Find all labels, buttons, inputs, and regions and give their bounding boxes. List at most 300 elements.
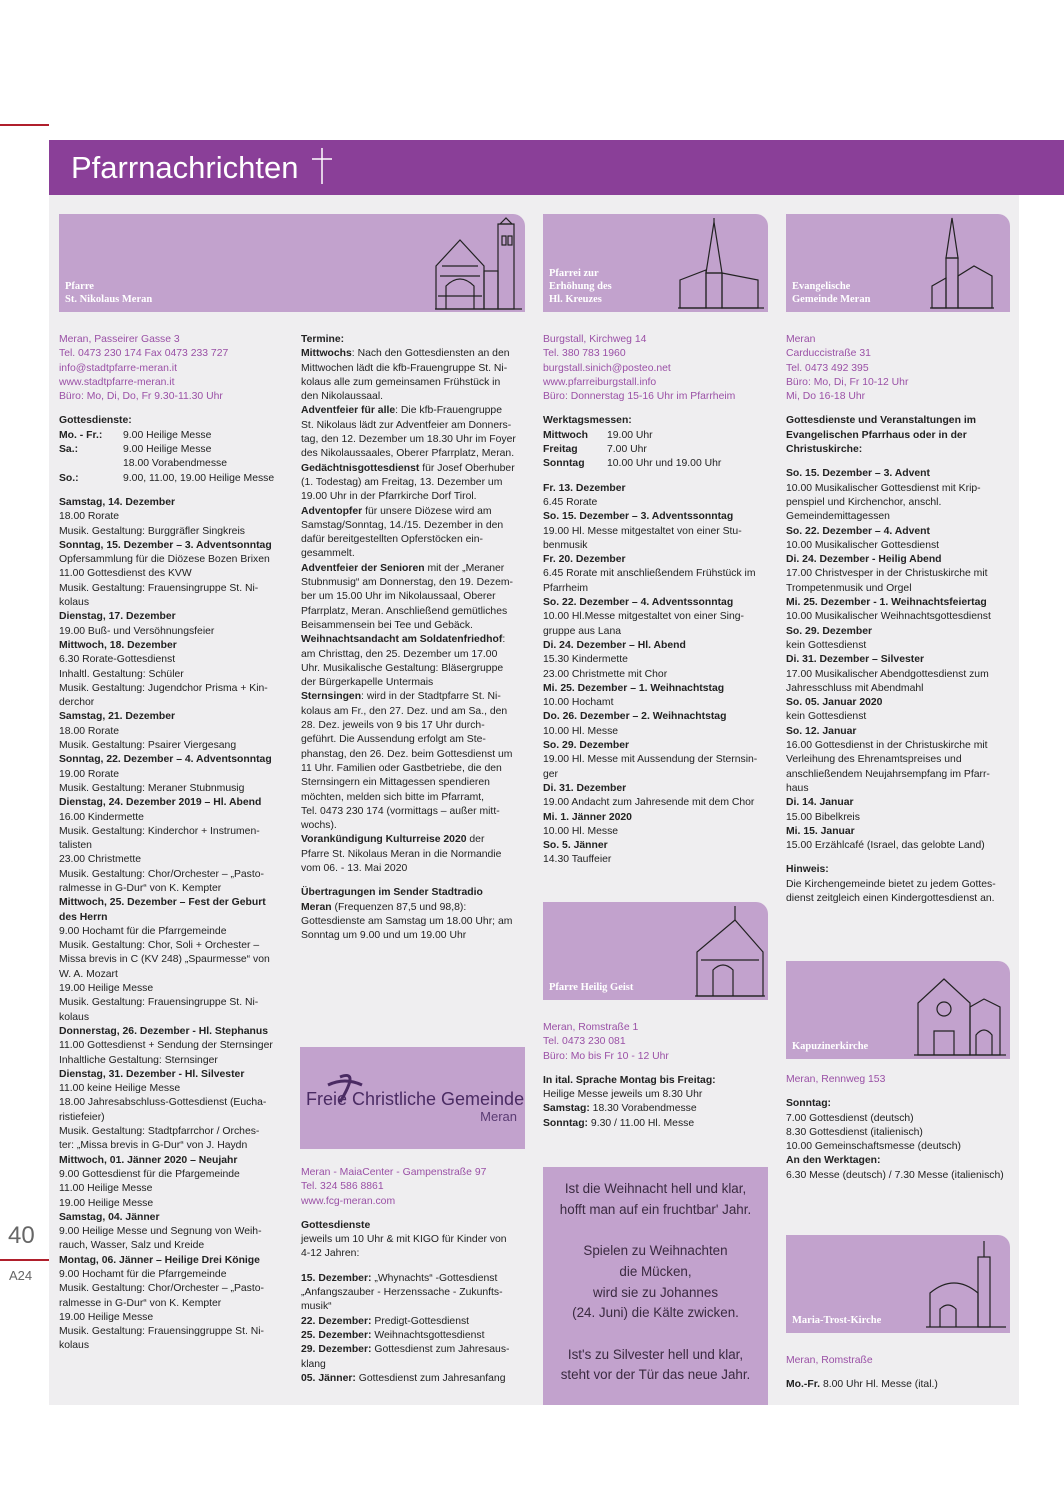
line-text: 15.00 Erzählcafé (Israel, das gelobte Land) <box>786 840 985 852</box>
schedule-line <box>786 1126 1016 1140</box>
schedule-line <box>543 768 773 782</box>
schedule-line <box>786 682 1016 696</box>
line-emphasis: Samstag, 14. Dezember <box>59 496 176 508</box>
schedule-line <box>59 1254 289 1268</box>
line-text: Pfarre St. Nikolaus Meran in die Normandie <box>301 848 502 860</box>
line-emphasis: Mittwoch, 25. Dezember – Fest der Geburt <box>59 897 266 909</box>
line-text: 9.00 Gottesdienst für die Pfargemeinde <box>59 1168 240 1180</box>
schedule-line <box>59 1211 289 1225</box>
schedule-line <box>59 510 289 524</box>
schedule-line <box>543 510 773 524</box>
office-hours: Büro: Mo, Di, Do, Fr 9.30-11.30 Uhr <box>59 391 223 403</box>
line-text: 4-12 Jahren: <box>301 1248 360 1260</box>
nikolaus-contact <box>59 333 289 404</box>
line-text: 15.00 Bibelkreis <box>786 811 860 823</box>
schedule-line <box>543 1117 773 1131</box>
line-text: Musik. Gestaltung: Chor, Soli + Orchester – <box>59 940 260 952</box>
line-text: kolaus <box>59 1340 90 1352</box>
kreuz-header <box>543 214 768 312</box>
line-emphasis: Di. 14. Januar <box>786 797 854 809</box>
schedule-line <box>543 782 773 796</box>
line-text: gesammelt. <box>301 548 355 560</box>
schedule-line <box>543 825 773 839</box>
schedule-line <box>786 582 1016 596</box>
schedule-line <box>786 1140 1016 1154</box>
website-link[interactable]: www.stadtpfarre-meran.it <box>59 376 175 388</box>
schedule-line <box>301 347 529 361</box>
line-text: Musik. Gestaltung: Kinderchor + Instrumen- <box>59 825 260 837</box>
schedule-line <box>543 596 773 610</box>
spacer <box>786 457 1016 467</box>
office-hours-2: Mi, Do 16-18 Uhr <box>786 391 866 403</box>
line-text: 8.30 Gottesdienst (italienisch) <box>786 1126 923 1138</box>
line-text: 11 Uhr. Familien oder Gastbetriebe, die den <box>301 762 502 774</box>
schedule-line <box>786 443 1016 457</box>
address: Meran, Rennweg 153 <box>786 1074 886 1085</box>
schedule-line <box>59 567 289 581</box>
line-text: Sternsingern ein Mittagessen spendieren <box>301 777 490 789</box>
schedule-line <box>301 662 529 676</box>
phone: Tel. 324 586 8861 <box>301 1181 384 1193</box>
office-hours: Büro: Mo bis Fr 10 - 12 Uhr <box>543 1050 669 1062</box>
line-text: Samstag/Sonntag, 14./15. Dezember in den <box>301 519 504 531</box>
line-text: Musik. Gestaltung: Chor/Orchester – „Pasto- <box>59 868 265 880</box>
church-evang-icon <box>930 216 994 310</box>
schedule-line <box>59 753 289 767</box>
schedule-line <box>301 1300 529 1314</box>
line-text: Stubnmusig“ am Donnerstag, den 19. Dezem- <box>301 577 513 589</box>
line-emphasis: Montag, 06. Jänner – Heilige Drei Könige <box>59 1254 260 1266</box>
line-emphasis: Samstag: <box>543 1103 590 1115</box>
line-emphasis: Adventfeier der Senioren <box>301 562 425 574</box>
line-text: ristiefeier) <box>59 1111 105 1123</box>
schedule-line <box>543 725 773 739</box>
poem-line: steht vor der Tür das neue Jahr. <box>560 1367 751 1383</box>
phone: Tel. 0473 230 174 Fax 0473 233 727 <box>59 348 229 360</box>
line-text: ter: „Missa brevis in G-Dur“ von J. Haydn <box>59 1140 248 1152</box>
line-emphasis: Mittwochs <box>301 348 352 360</box>
line-emphasis: 05. Jänner: <box>301 1372 356 1384</box>
schedule-line <box>543 1102 773 1116</box>
line-text: 18.30 Vorabendmesse <box>589 1103 697 1115</box>
church-geist-icon <box>693 904 767 998</box>
schedule-line <box>301 519 529 533</box>
schedule-line <box>786 768 1016 782</box>
line-text: 10.00 Musikalischer Gottesdienst mit Krip- <box>786 482 981 494</box>
line-text: : wird in der Stadtpfarre St. Ni- <box>361 691 501 703</box>
kreuz-contact <box>543 333 773 404</box>
line-text: 19.00 Heilige Messe <box>59 983 154 995</box>
geist-column <box>543 1021 773 1131</box>
line-text: der <box>466 834 485 846</box>
line-emphasis: An den Werktagen: <box>786 1155 881 1167</box>
line-emphasis: So. 5. Jänner <box>543 840 608 852</box>
line-text: 10.00 Musikalischer Gottesdienst <box>786 539 940 551</box>
schedule-line <box>301 605 529 619</box>
line-text: kolaus alle zum gemeinsamen Frühstück in <box>301 376 501 388</box>
line-emphasis: 22. Dezember: <box>301 1315 372 1327</box>
line-text: Musik. Gestaltung: Meraner Stubnmusig <box>59 782 245 794</box>
address: Meran, Romstraße <box>786 1355 873 1366</box>
line-text: Mittwochen lädt die kfb-Frauengruppe St. Ni- <box>301 362 508 374</box>
schedule-line <box>59 1197 289 1211</box>
schedule-line <box>301 462 529 476</box>
schedule-line <box>59 710 289 724</box>
schedule-line <box>301 1372 529 1386</box>
evang-list <box>786 414 1016 906</box>
schedule-line <box>59 953 289 967</box>
schedule-line <box>301 848 529 862</box>
schedule-line <box>59 1297 289 1311</box>
line-text: mit der „Meraner <box>424 562 505 574</box>
address: Carduccistraße 31 <box>786 348 871 360</box>
line-emphasis: So. 05. Januar 2020 <box>786 697 883 709</box>
city: Meran <box>786 334 816 345</box>
line-text: gruppe aus Lana <box>543 625 621 637</box>
line-emphasis: Adventfeier für alle <box>301 405 396 417</box>
line-text: für Josef Oberhuber <box>419 462 515 474</box>
line-text: kein Gottesdienst <box>786 639 867 651</box>
line-emphasis: Dienstag, 31. Dezember - Hl. Silvester <box>59 1068 245 1080</box>
line-text: 19.00 Heilige Messe <box>59 1197 154 1209</box>
church-maria-icon <box>926 1239 1008 1329</box>
line-text: talisten <box>59 840 92 852</box>
nikolaus-header <box>59 214 525 312</box>
poem-line: die Mücken, <box>619 1263 692 1279</box>
schedule-line <box>301 390 529 404</box>
line-text: Musik. Gestaltung: Frauensingruppe St. Ni- <box>59 582 259 594</box>
schedule-line <box>59 1268 289 1282</box>
line-text: 11.00 Gottesdienst + Sendung der Sternsinger <box>59 1040 273 1052</box>
schedule-line <box>59 1125 289 1139</box>
line-text: 10.00 Hl.Messe mitgestaltet von einer Sing- <box>543 611 744 623</box>
line-text: Opfersammlung für die Diözese Bozen Brixen <box>59 554 270 566</box>
line-text: Weihnachtsgottesdienst <box>371 1329 485 1341</box>
line-text: des Nikolaussaales, Oberer Pfarrplatz, Meran. <box>301 448 515 460</box>
line-emphasis: 15. Dezember: <box>301 1272 372 1284</box>
line-text: 14.30 Tauffeier <box>543 854 612 866</box>
line-text: 6.30 Rorate-Gottesdienst <box>59 654 176 666</box>
line-text: wochs). <box>301 820 337 832</box>
line-text: 9.00 Hochamt für die Pfarrgemeinde <box>59 925 227 937</box>
line-text: dienst zeitgleich einen Kindergottesdienst an. <box>786 892 995 904</box>
schedule-line <box>59 1039 289 1053</box>
schedule-line <box>543 525 773 539</box>
schedule-line <box>301 915 529 929</box>
line-text: rauch, Wasser, Salz und Kreide <box>59 1240 205 1252</box>
church-kapuziner-icon <box>914 973 1008 1057</box>
schedule-line <box>301 1247 529 1261</box>
line-text: Heilige Messe jeweils um 8.30 Uhr <box>543 1089 703 1101</box>
schedule-line <box>59 839 289 853</box>
line-text: 10.00 Hl. Messe <box>543 725 619 737</box>
line-text: vom 06. - 13. Mai 2020 <box>301 862 408 874</box>
line-emphasis: Weihnachtsandacht am Soldatenfriedhof <box>301 634 503 646</box>
schedule-line <box>543 653 773 667</box>
line-emphasis: Mittwoch, 18. Dezember <box>59 639 177 651</box>
poem-line <box>543 1324 768 1345</box>
line-text: 19.00 Rorate <box>59 768 120 780</box>
line-text: : Die kfb-Frauengruppe <box>395 405 502 417</box>
line-text: Musik. Gestaltung: Jugendchor Prisma + Kin- <box>59 682 268 694</box>
spacer <box>301 876 529 886</box>
schedule-line <box>59 596 289 610</box>
schedule-line <box>59 1068 289 1082</box>
line-text: tag, den 12. Dezember um 18.30 Uhr im Foyer <box>301 434 516 446</box>
schedule-line <box>301 929 529 943</box>
schedule-line <box>301 590 529 604</box>
line-text: musik“ <box>301 1301 332 1313</box>
line-text: anschließendem Neujahrsempfang im Pfarr- <box>786 768 990 780</box>
maria-header <box>786 1235 1010 1333</box>
church-kreuz-icon <box>678 218 766 310</box>
schedule-line <box>59 625 289 639</box>
schedule-line <box>59 525 289 539</box>
schedule-line <box>786 725 1016 739</box>
line-text: St. Nikolaus lädt zur Adventfeier am Donners- <box>301 419 512 431</box>
schedule-line <box>301 1329 529 1343</box>
kreuz-schedule <box>543 482 773 868</box>
line-text: Beisammensein bei Tee und Gebäck. <box>301 619 473 631</box>
line-text: jeweils um 10 Uhr & mit KIGO für Kinder von <box>301 1234 507 1246</box>
kapuziner-contact <box>786 1073 1016 1087</box>
line-text: 9.00 Hochamt für die Pfarrgemeinde <box>59 1269 227 1280</box>
schedule-line <box>786 839 1016 853</box>
line-text: klang <box>301 1358 326 1370</box>
line-text: 15.30 Kindermette <box>543 654 628 666</box>
line-emphasis: Do. 26. Dezember – 2. Weihnachtstag <box>543 711 727 723</box>
line-emphasis: Sonntag, 15. Dezember – 3. Adventsonntag <box>59 539 272 551</box>
schedule-line <box>786 696 1016 710</box>
schedule-line <box>301 719 529 733</box>
schedule-line <box>59 1025 289 1039</box>
schedule-line <box>59 925 289 939</box>
line-text: Gottesdienst zum Jahresanfang <box>355 1372 506 1384</box>
line-text: 8.00 Uhr Hl. Messe (ital.) <box>820 1379 938 1391</box>
fcg-logo-box <box>300 1047 525 1149</box>
line-text: 16.00 Kindermette <box>59 811 144 823</box>
schedule-line <box>543 796 773 810</box>
schedule-line <box>786 811 1016 825</box>
line-text: Uhr. Musikalische Gestaltung: Bläsergruppe <box>301 662 504 674</box>
line-text: 6.45 Rorate mit anschließendem Frühstück im <box>543 568 756 580</box>
schedule-line <box>301 676 529 690</box>
page-number: 40 <box>8 1222 35 1249</box>
schedule-line <box>301 748 529 762</box>
line-emphasis: So. 15. Dezember – 3. Adventssonntag <box>543 511 734 523</box>
line-text: : <box>502 634 506 646</box>
schedule-line <box>301 733 529 747</box>
kapuziner-column <box>786 1073 1016 1183</box>
poem-line: (24. Juni) die Kälte zwicken. <box>572 1305 739 1321</box>
address: Burgstall, Kirchweg 14 <box>543 334 647 345</box>
line-text: Pfarrplatz, Meran. Anschließend gemütliches <box>301 605 508 617</box>
schedule-line <box>543 539 773 553</box>
line-text: Inhaltliche Gestaltung: Sternsinger <box>59 1054 218 1066</box>
poem-box <box>543 1167 768 1405</box>
schedule-line <box>59 811 289 825</box>
schedule-line <box>59 553 289 567</box>
schedule-line <box>301 886 529 900</box>
schedule-line <box>59 582 289 596</box>
schedule-line <box>59 696 289 710</box>
section-banner <box>49 140 1064 195</box>
email-link[interactable]: info@stadtpfarre-meran.it <box>59 362 177 374</box>
schedule-line <box>786 1097 1016 1111</box>
schedule-line <box>301 619 529 633</box>
schedule-line <box>59 1239 289 1253</box>
line-text: Trompetenmusik und Orgel <box>786 582 912 594</box>
schedule-line <box>786 414 1016 428</box>
line-emphasis: Di. 31. Dezember – Silvester <box>786 654 925 666</box>
evang-header <box>786 214 1010 312</box>
schedule-line <box>301 376 529 390</box>
schedule-line <box>301 1343 529 1357</box>
schedule-line <box>301 791 529 805</box>
line-emphasis: Vorankündigung Kulturreise 2020 <box>301 834 467 846</box>
schedule-line <box>301 547 529 561</box>
website-link[interactable]: www.pfarreiburgstall.info <box>543 376 657 388</box>
schedule-line <box>786 878 1016 892</box>
fcg-contact <box>301 1166 529 1209</box>
office-hours: Büro: Mo, Di, Fr 10-12 Uhr <box>786 376 909 388</box>
schedule-line <box>786 639 1016 653</box>
line-text: ralmesse in G-Dur“ von K. Kempter <box>59 1297 222 1309</box>
kapuziner-list <box>786 1097 1016 1183</box>
website-link[interactable]: www.fcg-meran.com <box>301 1195 396 1207</box>
schedule-line <box>301 476 529 490</box>
schedule-line <box>301 490 529 504</box>
line-emphasis: So. 22. Dezember – 4. Adventssonntag <box>543 597 734 609</box>
line-text: kolaus am Fr., den 27. Dez. und am Sa., den <box>301 705 508 717</box>
page-number-rule <box>0 1259 49 1261</box>
schedule-line <box>786 1154 1016 1168</box>
line-text: „Whynachts“ -Gottesdienst <box>371 1272 498 1284</box>
line-emphasis: Übertragungen im Sender Stadtradio <box>301 887 483 899</box>
line-emphasis: 25. Dezember: <box>301 1329 372 1341</box>
schedule-line <box>543 582 773 596</box>
schedule-line <box>543 1074 773 1088</box>
line-emphasis: So. 22. Dezember – 4. Advent <box>786 525 930 537</box>
line-text: 19.00 Buß- und Versöhnungsfeier <box>59 625 215 637</box>
schedule-line <box>59 1082 289 1096</box>
weekday-mass-heading: Werktagsmessen: <box>543 415 632 427</box>
schedule-line <box>59 1011 289 1025</box>
line-emphasis: Meran <box>301 901 332 913</box>
schedule-line <box>786 1378 1016 1392</box>
kreuz-column <box>543 333 773 868</box>
schedule-line <box>786 482 1016 496</box>
schedule-line <box>59 682 289 696</box>
schedule-line <box>59 882 289 896</box>
schedule-line <box>301 901 529 915</box>
line-emphasis: Dienstag, 17. Dezember <box>59 611 176 623</box>
page-code: A24 <box>9 1268 33 1283</box>
schedule-line <box>301 762 529 776</box>
line-text: 19.00 Hl. Messe mitgestaltet von einer Stu- <box>543 525 742 537</box>
schedule-line <box>786 1169 1016 1183</box>
line-text: 18.00 Rorate <box>59 511 120 523</box>
schedule-line <box>786 863 1016 877</box>
email-link[interactable]: burgstall.sinich@posteo.net <box>543 362 671 374</box>
line-emphasis: Sternsingen <box>301 691 362 703</box>
line-text: Musik. Gestaltung: Psairer Viergesang <box>59 740 237 752</box>
schedule-line <box>543 753 773 767</box>
schedule-line <box>543 811 773 825</box>
nikolaus-schedule <box>59 496 289 1354</box>
fcg-logo-subtitle: Meran <box>480 1109 517 1124</box>
nikolaus-header-label: Pfarre St. Nikolaus Meran <box>65 281 153 305</box>
line-text: ber um 15.00 Uhr im Nikolaussaal, Oberer <box>301 591 496 603</box>
line-emphasis: Mo.-Fr. <box>786 1379 821 1391</box>
schedule-line <box>786 510 1016 524</box>
line-text: Inhaltl. Gestaltung: Schüler <box>59 668 184 680</box>
services-table: Mo. - Fr.: 9.00 Heilige Messe Sa.: 9.00 Heilige Messe 18.00 Vorabendmesse So.: 9.00, 11.00, 19.00 Heilige Messe <box>59 429 275 484</box>
poem-text <box>543 1179 768 1386</box>
schedule-line <box>59 1154 289 1168</box>
schedule-line <box>59 1096 289 1110</box>
schedule-line <box>786 596 1016 610</box>
line-text: ralmesse in G-Dur“ von K. Kempter <box>59 882 222 894</box>
line-text: kein Gottesdienst <box>786 711 867 723</box>
schedule-line <box>59 610 289 624</box>
schedule-line <box>301 1315 529 1329</box>
line-text: penspiel und Kirchenchor, anschl. <box>786 496 942 508</box>
line-emphasis: Adventopfer <box>301 505 363 517</box>
schedule-line <box>543 567 773 581</box>
fcg-column <box>301 1166 529 1386</box>
line-text: 10.00 Hl. Messe <box>543 825 619 837</box>
line-text: Gemeindemittagessen <box>786 511 890 523</box>
line-emphasis: Di. 31. Dezember <box>543 782 627 794</box>
line-text: Musik. Gestaltung: Frauensinggruppe St. Ni- <box>59 1326 265 1338</box>
line-text: Musik. Gestaltung: Burggräfler Singkreis <box>59 525 245 537</box>
line-text: 19.00 Hl. Messe mit Aussendung der Sternsin- <box>543 754 758 766</box>
schedule-line <box>543 853 773 867</box>
services-heading: Gottesdienste: <box>59 415 132 427</box>
line-emphasis: Mi. 15. Januar <box>786 825 855 837</box>
line-emphasis: Samstag, 21. Dezember <box>59 711 176 723</box>
schedule-line <box>59 1339 289 1353</box>
schedule-line <box>786 496 1016 510</box>
evang-header-label: Evangelische Gemeinde Meran <box>792 281 871 305</box>
geist-list <box>543 1074 773 1131</box>
line-text: kolaus <box>59 1011 90 1023</box>
line-text: (1. Todestag) am Freitag, 13. Dezember um <box>301 476 503 488</box>
schedule-line <box>301 447 529 461</box>
line-emphasis: Dienstag, 24. Dezember 2019 – Hl. Abend <box>59 797 262 809</box>
schedule-line <box>786 539 1016 553</box>
line-emphasis: In ital. Sprache Montag bis Freitag: <box>543 1074 716 1086</box>
line-text: 6.45 Rorate <box>543 496 598 508</box>
spacer <box>786 853 1016 863</box>
weekday-mass-table: Mittwoch 19.00 Uhr Freitag 7.00 Uhr Sonntag 10.00 Uhr und 19.00 Uhr <box>543 429 722 470</box>
schedule-line <box>301 333 529 347</box>
line-emphasis: Donnerstag, 26. Dezember - Hl. Stephanus <box>59 1025 269 1037</box>
schedule-line <box>301 633 529 647</box>
schedule-line <box>543 496 773 510</box>
line-text: Jahresschluss mit Abendmahl <box>786 682 924 694</box>
line-text: 10.00 Hochamt <box>543 697 614 709</box>
line-text: 17.00 Christvesper in der Christuskirche mit <box>786 568 988 580</box>
line-emphasis: So. 29. Dezember <box>786 625 873 637</box>
fcg-logo-title: Freie Christliche Gemeinde <box>306 1089 525 1109</box>
line-emphasis: Mi. 25. Dezember - 1. Weihnachtsfeiertag <box>786 597 987 609</box>
maria-column <box>786 1354 1016 1393</box>
line-emphasis: Gottesdienste <box>301 1219 371 1231</box>
schedule-line <box>59 939 289 953</box>
cross-icon <box>311 146 333 186</box>
